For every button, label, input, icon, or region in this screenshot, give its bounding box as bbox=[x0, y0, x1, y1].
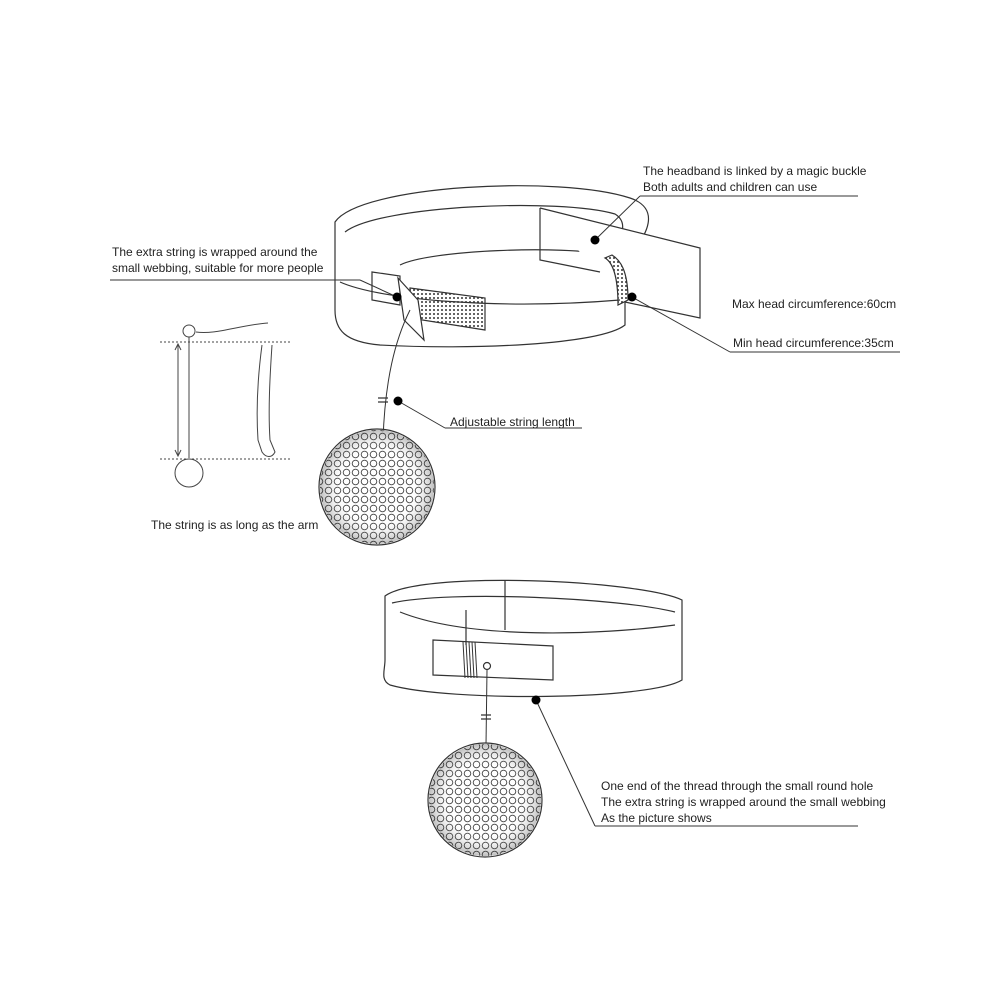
min-circumference-label: Min head circumference:35cm bbox=[733, 336, 894, 350]
buckle-annotation bbox=[643, 163, 866, 195]
marker-dot bbox=[591, 236, 600, 245]
top-headband bbox=[335, 186, 700, 347]
thread-line-3: As the picture shows bbox=[601, 811, 712, 825]
marker-dot bbox=[393, 293, 402, 302]
thread-line-2: The extra string is wrapped around the small webbing bbox=[601, 795, 886, 809]
top-reflex-ball bbox=[319, 429, 435, 545]
thread-annotation bbox=[601, 778, 886, 826]
max-circumference-label: Max head circumference:60cm bbox=[732, 297, 897, 311]
extra-string-line-1: The extra string is wrapped around the bbox=[112, 245, 318, 259]
marker-dot bbox=[394, 397, 403, 406]
bottom-reflex-ball bbox=[428, 743, 542, 857]
arm-length-label: The string is as long as the arm bbox=[151, 518, 319, 532]
marker-dot bbox=[628, 293, 637, 302]
arm-length-figure bbox=[160, 323, 290, 487]
thread-line-1: One end of the thread through the small round hole bbox=[601, 779, 874, 793]
extra-string-line-2: small webbing, suitable for more people bbox=[112, 261, 324, 275]
buckle-line-2: Both adults and children can use bbox=[643, 180, 818, 194]
marker-dot bbox=[532, 696, 541, 705]
bottom-headband bbox=[384, 580, 682, 696]
adjustable-length-label: Adjustable string length bbox=[450, 415, 575, 429]
extra-string-annotation bbox=[112, 244, 323, 276]
buckle-line-1: The headband is linked by a magic buckle bbox=[643, 164, 867, 178]
